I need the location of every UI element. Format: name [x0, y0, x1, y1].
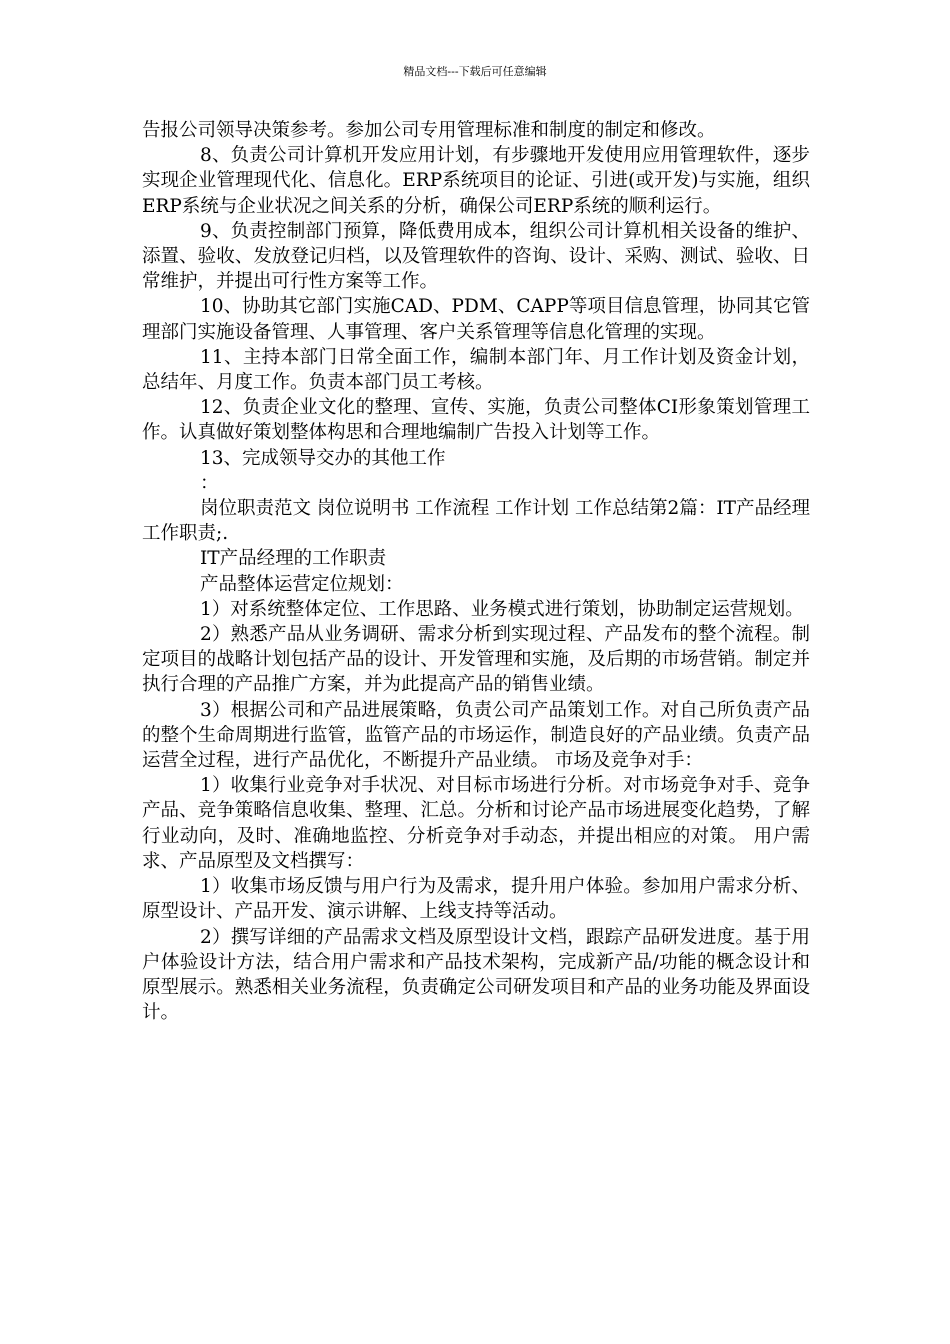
paragraph: IT产品经理的工作职责 — [200, 548, 387, 570]
paragraph: 11、主持本部门日常全面工作，编制本部门年、月工作计划及资金计划，总结年、月度工作。负责本部门员工考核。 — [142, 346, 810, 394]
paragraph: 1）收集行业竞争对手状况、对目标市场进行分析。对市场竞争对手、竞争产品、竞争策略信息收集、整理、汇总。分析和讨论产品市场进展变化趋势，了解行业动向，及时、准确地监控、分析竞争对手动态，并提出相应的对策。 用户需求、产品原型及文档撰写： — [142, 775, 810, 872]
paragraph: ： — [200, 472, 219, 494]
paragraph: 岗位职责范文 岗位说明书 工作流程 工作计划 工作总结第2篇：IT产品经理工作职责;. — [142, 498, 810, 545]
paragraph: 13、完成领导交办的其他工作 — [200, 447, 446, 469]
paragraph: 8、负责公司计算机开发应用计划，有步骤地开发使用应用管理软件，逐步实现企业管理现代化、信息化。ERP系统项目的论证、引进(或开发)与实施，组织ERP系统与企业状况之间关系的分析，确保公司ERP系统的顺利运行。 — [142, 145, 810, 217]
document-body — [142, 118, 810, 1025]
paragraph: 3）根据公司和产品进展策略，负责公司产品策划工作。对自己所负责产品的整个生命周期进行监管，监管产品的市场运作，制造良好的产品业绩。负责产品运营全过程，进行产品优化，不断提升产品业绩。 市场及竞争对手： — [142, 699, 810, 772]
paragraph: 9、负责控制部门预算，降低费用成本，组织公司计算机相关设备的维护、添置、验收、发放登记归档，以及管理软件的咨询、设计、采购、测试、验收、日常维护，并提出可行性方案等工作。 — [142, 220, 810, 293]
paragraph: 告报公司领导决策参考。参加公司专用管理标准和制度的制定和修改。 — [142, 120, 716, 141]
page-header: 精品文档---下载后可任意编辑 — [403, 65, 547, 78]
paragraph: 1）对系统整体定位、工作思路、业务模式进行策划，协助制定运营规划。 — [200, 598, 804, 620]
paragraph: 12、负责企业文化的整理、宣传、实施，负责公司整体CI形象策划管理工作。认真做好策划整体构思和合理地编制广告投入计划等工作。 — [142, 397, 810, 444]
paragraph: 2）撰写详细的产品需求文档及原型设计文档，跟踪产品研发进度。基于用户体验设计方法，结合用户需求和产品技术架构，完成新产品/功能的概念设计和原型展示。熟悉相关业务流程，负责确定公司研发项目和产品的业务功能及界面设计。 — [142, 926, 810, 1024]
paragraph: 2）熟悉产品从业务调研、需求分析到实现过程、产品发布的整个流程。制定项目的战略计划包括产品的设计、开发管理和实施，及后期的市场营销。制定并执行合理的产品推广方案，并为此提高产品的销售业绩。 — [142, 624, 810, 696]
paragraph: 1）收集市场反馈与用户行为及需求，提升用户体验。参加用户需求分析、原型设计、产品开发、演示讲解、上线支持等活动。 — [142, 876, 810, 923]
paragraph: 10、协助其它部门实施CAD、PDM、CAPP等项目信息管理，协同其它管理部门实施设备管理、人事管理、客户关系管理等信息化管理的实现。 — [142, 296, 810, 343]
paragraph: 产品整体运营定位规划： — [200, 573, 404, 595]
